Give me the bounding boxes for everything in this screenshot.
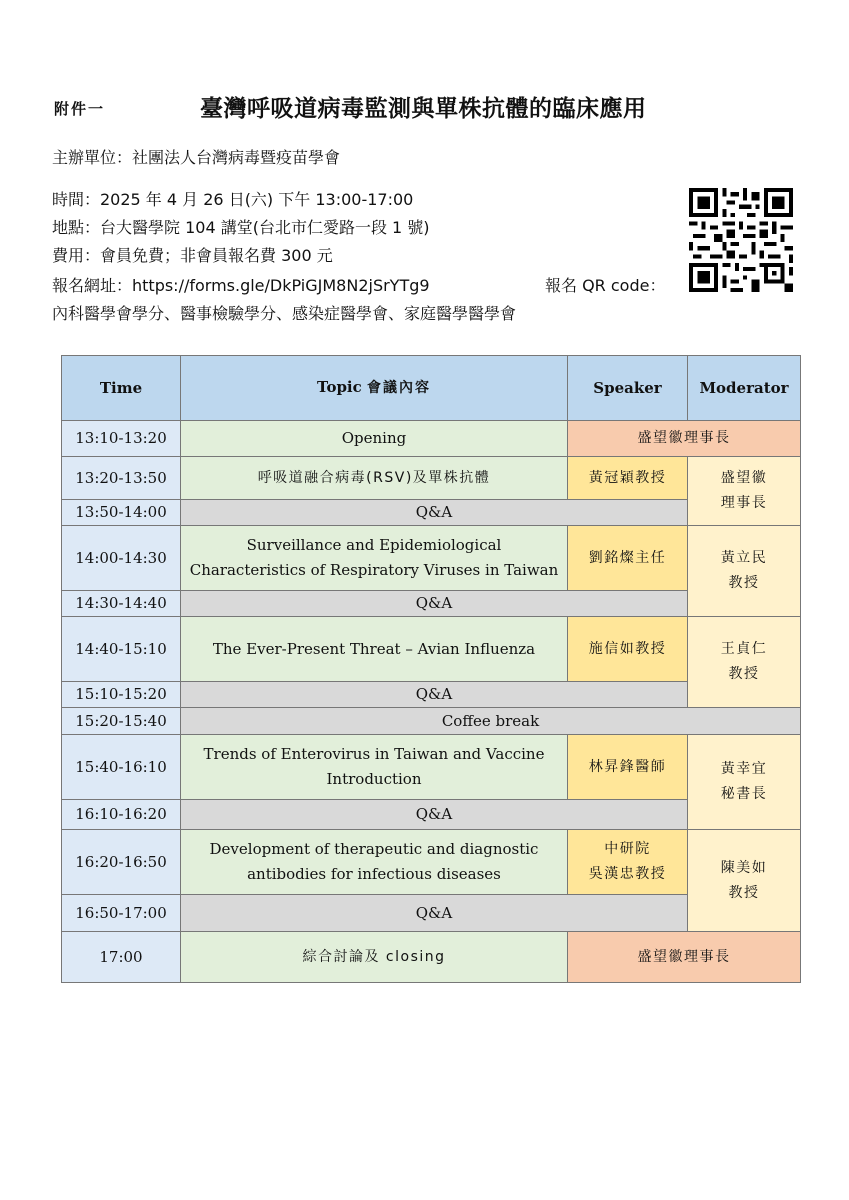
topic-cell: Development of therapeutic and diagnostic antibodies for infectious diseases — [181, 830, 568, 895]
speaker-cell: 林昇鋒醫師 — [568, 735, 688, 800]
time-cell: 15:40-16:10 — [62, 735, 181, 800]
col-header-time: Time — [62, 356, 181, 421]
document-title: 臺灣呼吸道病毒監測與單株抗體的臨床應用 — [200, 96, 647, 122]
schedule-table — [61, 355, 801, 983]
table-header-row — [62, 356, 801, 421]
credits-line: 內科醫學會學分、醫事檢驗學分、感染症醫學會、家庭醫學醫學會 — [52, 304, 517, 323]
registration-qr-code[interactable] — [689, 188, 793, 292]
organizer-line: 主辦單位：社團法人台灣病毒暨疫苗學會 — [52, 148, 341, 167]
table-row — [62, 830, 801, 895]
coffee-break-cell: Coffee break — [181, 708, 801, 735]
table-row — [62, 617, 801, 682]
topic-cell: The Ever-Present Threat – Avian Influenza — [181, 617, 568, 682]
qa-cell: Q&A — [181, 800, 688, 830]
speaker-cell — [568, 830, 688, 895]
time-cell: 17:00 — [62, 932, 181, 983]
col-header-topic-en: Topic — [317, 378, 367, 396]
qa-cell: Q&A — [181, 895, 688, 932]
speaker-cell: 施信如教授 — [568, 617, 688, 682]
moderator-name: 黃立民 — [720, 550, 768, 566]
table-row — [62, 735, 801, 800]
table-row — [62, 457, 801, 500]
moderator-name: 黃幸宜 — [720, 761, 768, 777]
time-cell: 15:20-15:40 — [62, 708, 181, 735]
table-row — [62, 421, 801, 457]
time-cell: 13:10-13:20 — [62, 421, 181, 457]
fee-line: 費用：會員免費；非會員報名費 300 元 — [52, 246, 333, 265]
annex-label: 附件一 — [54, 100, 106, 118]
time-cell: 16:20-16:50 — [62, 830, 181, 895]
moderator-name: 盛望徽 — [720, 470, 768, 486]
qa-cell: Q&A — [181, 682, 688, 708]
moderator-cell — [688, 526, 801, 617]
moderator-name: 王貞仁 — [720, 641, 768, 657]
col-header-speaker: Speaker — [568, 356, 688, 421]
topic-cell: Trends of Enterovirus in Taiwan and Vaccine Introduction — [181, 735, 568, 800]
moderator-name: 陳美如 — [720, 859, 768, 876]
time-cell: 14:30-14:40 — [62, 591, 181, 617]
speaker-name: 吳漢忠教授 — [588, 866, 667, 882]
chair-cell: 盛望徽理事長 — [568, 932, 801, 983]
moderator-title: 教授 — [728, 884, 760, 901]
registration-url[interactable]: 報名網址：https://forms.gle/DkPiGJM8N2jSrYTg9 — [52, 276, 430, 295]
topic-cell: Opening — [181, 421, 568, 457]
topic-cell: 呼吸道融合病毒(RSV)及單株抗體 — [181, 457, 568, 500]
speaker-affiliation: 中研院 — [604, 841, 651, 857]
moderator-title: 理事長 — [720, 495, 768, 511]
table-row — [62, 526, 801, 591]
col-header-topic-zh: 會議內容 — [367, 380, 431, 396]
time-cell: 16:10-16:20 — [62, 800, 181, 830]
time-cell: 15:10-15:20 — [62, 682, 181, 708]
speaker-cell: 劉銘燦主任 — [568, 526, 688, 591]
moderator-title: 教授 — [728, 666, 760, 682]
topic-cell: Surveillance and Epidemiological Characteristics of Respiratory Viruses in Taiwan — [181, 526, 568, 591]
col-header-topic — [181, 356, 568, 421]
time-cell: 14:00-14:30 — [62, 526, 181, 591]
time-line: 時間：2025 年 4 月 26 日(六) 下午 13:00-17:00 — [52, 190, 414, 209]
moderator-cell — [688, 457, 801, 526]
qa-cell: Q&A — [181, 591, 688, 617]
moderator-title: 教授 — [728, 575, 760, 591]
chair-cell: 盛望徽理事長 — [568, 421, 801, 457]
table-row — [62, 708, 801, 735]
qa-cell: Q&A — [181, 500, 688, 526]
time-cell: 13:50-14:00 — [62, 500, 181, 526]
qr-code-label: 報名 QR code： — [545, 276, 666, 295]
time-cell: 16:50-17:00 — [62, 895, 181, 932]
moderator-cell — [688, 617, 801, 708]
moderator-cell — [688, 735, 801, 830]
moderator-cell — [688, 830, 801, 932]
moderator-title: 秘書長 — [720, 786, 768, 802]
table-row — [62, 932, 801, 983]
col-header-moderator: Moderator — [688, 356, 801, 421]
venue-line: 地點：台大醫學院 104 講堂(台北市仁愛路一段 1 號) — [52, 218, 430, 237]
topic-cell: 綜合討論及 closing — [181, 932, 568, 983]
time-cell: 13:20-13:50 — [62, 457, 181, 500]
speaker-cell: 黃冠穎教授 — [568, 457, 688, 500]
time-cell: 14:40-15:10 — [62, 617, 181, 682]
